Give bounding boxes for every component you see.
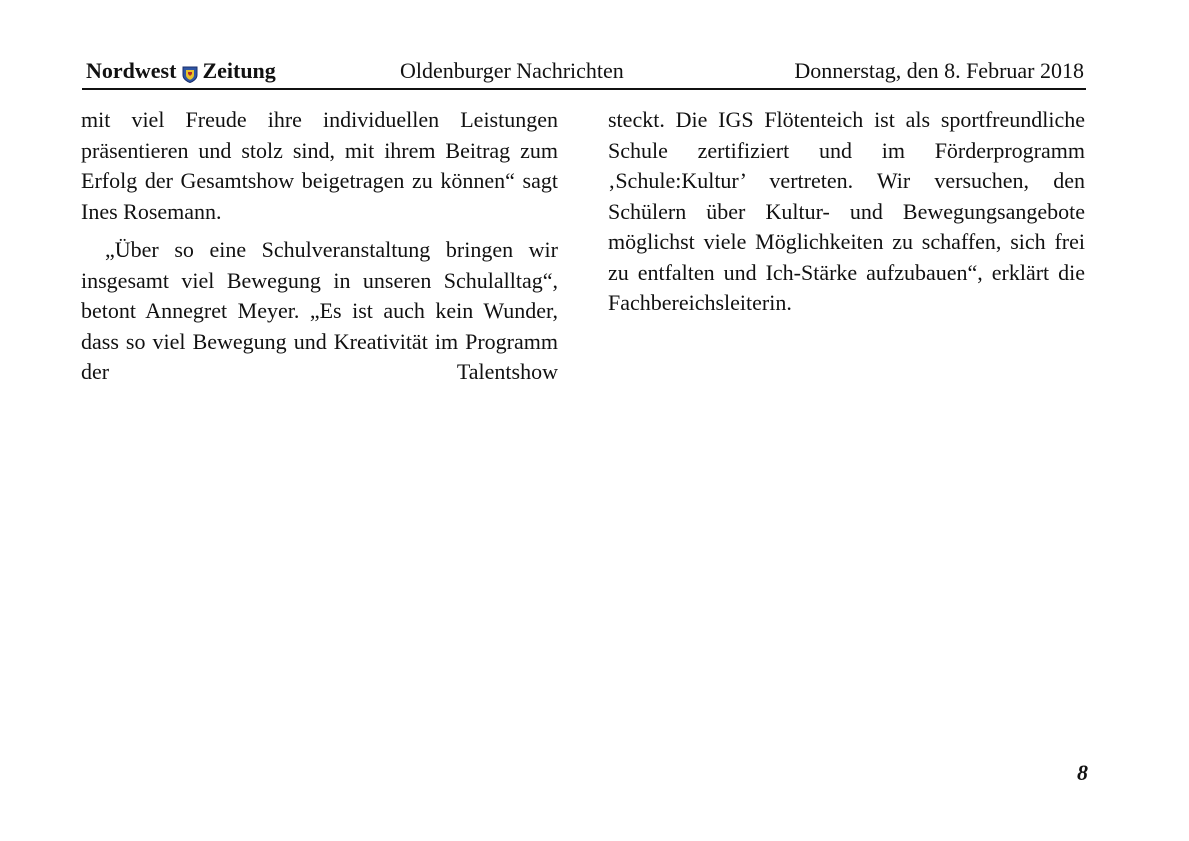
article-column-left — [81, 105, 558, 388]
newspaper-masthead — [86, 58, 276, 84]
article-paragraph: „Über so eine Schulveranstaltung bringen wir insgesamt viel Bewegung in unseren Schulalltag“, betont Annegret Meyer. „Es ist auch kein Wunder, dass so viel Bewegung und Kreativität im Programm der Talentshow — [81, 237, 558, 384]
coat-of-arms-icon — [182, 63, 198, 80]
page-header — [82, 56, 1086, 90]
issue-date: Donnerstag, den 8. Februar 2018 — [794, 58, 1084, 83]
article-column-right — [608, 105, 1085, 319]
masthead-left-text: Nordwest — [86, 58, 177, 83]
header-divider — [82, 88, 1086, 90]
section-title: Oldenburger Nachrichten — [400, 58, 624, 83]
article-paragraph: steckt. Die IGS Flötenteich ist als sportfreundliche Schule zertifiziert und im Förderprogramm ‚Schule:Kultur’ vertreten. Wir versuchen, den Schülern über Kultur- und Bewegungsangebote möglichst viele Möglichkeiten zu schaffen, sich frei zu entfalten und Ich-Stärke aufzubauen“, erklärt die Fachbereichsleiterin. — [608, 107, 1085, 315]
masthead-right-text: Zeitung — [202, 58, 276, 83]
article-paragraph: mit viel Freude ihre individuellen Leistungen präsentieren und stolz sind, mit ihrem Beitrag zum Erfolg der Gesamtshow beigetragen zu können“ sagt Ines Rosemann. — [81, 107, 558, 224]
page-number: 8 — [1077, 760, 1088, 785]
